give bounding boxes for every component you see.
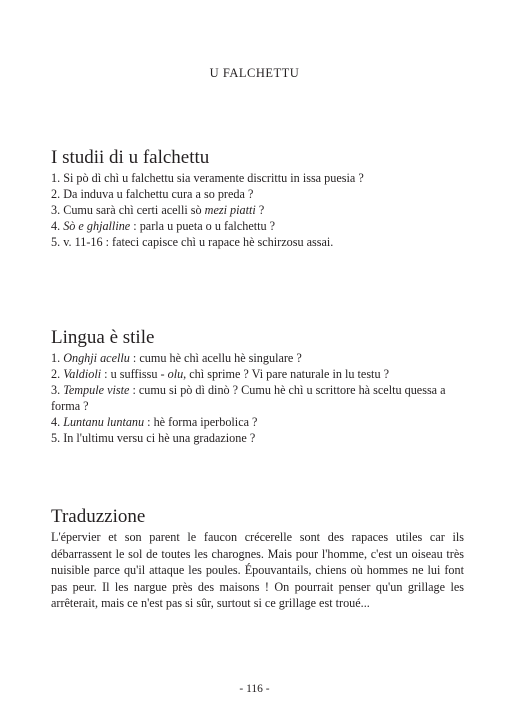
question-list bbox=[51, 350, 464, 446]
page-number: - 116 - bbox=[239, 683, 270, 695]
section-heading: I studii di u falchettu bbox=[51, 147, 210, 168]
section-heading: Traduzzione bbox=[51, 506, 146, 527]
question-item: 5. In l'ultimu versu ci hè una gradazione ? bbox=[51, 431, 256, 445]
section-traduzzione bbox=[51, 505, 464, 612]
page-header: U FALCHETTU bbox=[209, 66, 300, 80]
question-item: 1. Onghji acellu : cumu hè chì acellu hè singulare ? bbox=[51, 351, 302, 365]
section-heading: Lingua è stile bbox=[51, 327, 155, 348]
question-item: 4. Sò e ghjalline : parla u pueta o u falchettu ? bbox=[51, 219, 276, 233]
question-item: 3. Tempule viste : cumu si pò dì dinò ? Cumu hè chì u scrittore hà sceltu quessa a forma ? bbox=[51, 383, 446, 413]
question-item: 3. Cumu sarà chì certi acelli sò mezi piatti ? bbox=[51, 203, 265, 217]
section-lingua bbox=[51, 326, 464, 446]
question-list bbox=[51, 170, 464, 250]
question-item: 5. v. 11-16 : fateci capisce chì u rapace hè schirzosu assai. bbox=[51, 235, 334, 249]
section-studii bbox=[51, 146, 464, 250]
question-item: 4. Luntanu luntanu : hè forma iperbolica ? bbox=[51, 415, 258, 429]
question-item: 2. Da induva u falchettu cura a so preda ? bbox=[51, 187, 254, 201]
question-item: 2. Valdioli : u suffissu - olu, chì sprime ? Vi pare naturale in lu testu ? bbox=[51, 367, 389, 381]
translation-paragraph: L'épervier et son parent le faucon crécerelle sont des rapaces utiles car ils débarrassent le sol de toutes les charognes. Mais pour l'homme, c'est un oiseau très nuisible parce qu'il attaque les poules. Épouvantails, chiens où hommes ne lui font pas peur. Il les nargue près des maisons ! On pourrait penser qu'un grillage les arrêterait, mais ce n'est pas si sûr, surtout si ce grillage est troué... bbox=[51, 530, 464, 610]
question-item: 1. Si pò dì chì u falchettu sia veramente discrittu in issa puesia ? bbox=[51, 171, 364, 185]
